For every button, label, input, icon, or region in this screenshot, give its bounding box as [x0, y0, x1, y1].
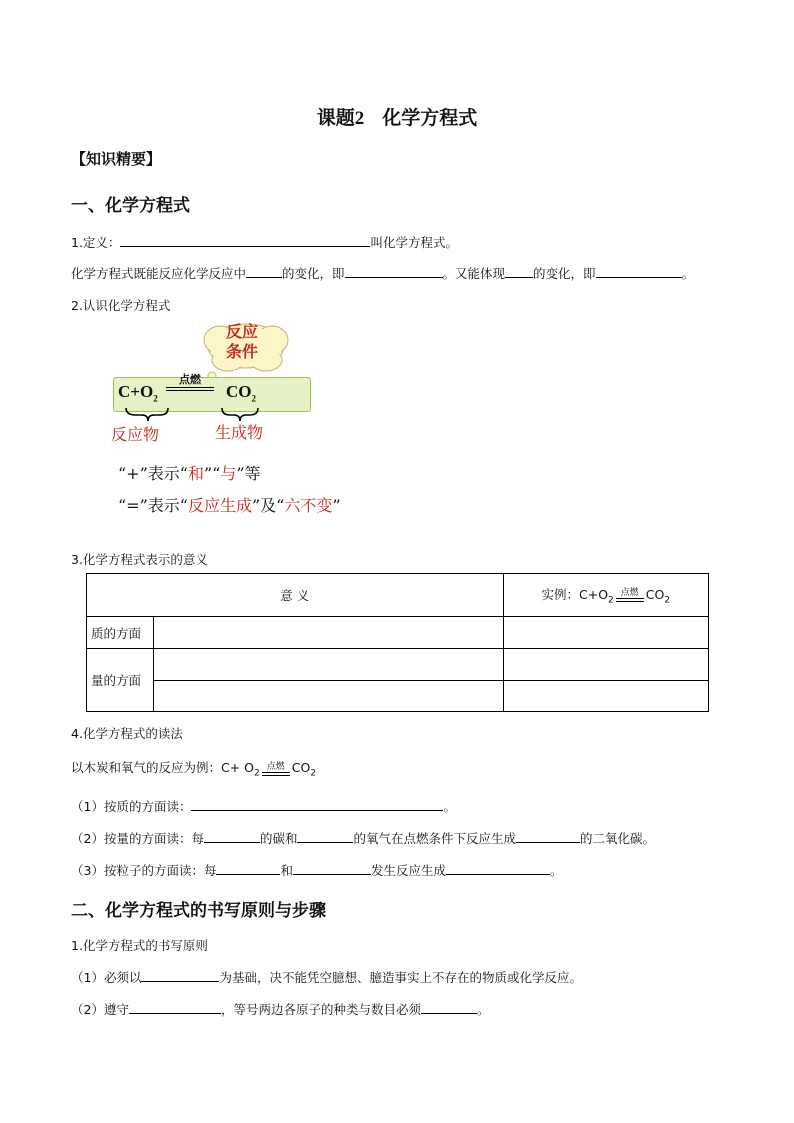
- cloud-text: [226, 322, 258, 362]
- row-label-quantity: 量的方面: [87, 649, 154, 712]
- rule-2-line: [71, 999, 489, 1018]
- text-seg: 。: [550, 863, 563, 878]
- text-seg: 的二氧化碳。: [580, 831, 656, 846]
- equation-diagram: [108, 318, 408, 518]
- equals-meaning: [118, 493, 341, 516]
- condition-arrow: [616, 588, 644, 602]
- text-seg: ”: [332, 496, 341, 515]
- example-reactant-sub: 2: [608, 595, 614, 606]
- product-text: CO: [226, 382, 252, 401]
- meaning-table: [86, 573, 709, 712]
- cell-blank[interactable]: [154, 681, 504, 712]
- cloud-line-2: 条件: [226, 342, 259, 361]
- text-seg: （2）按量的方面读：每: [71, 831, 204, 846]
- section2-heading: 二、化学方程式的书写原则与步骤: [71, 901, 326, 921]
- text-seg: 的碳和: [259, 831, 298, 846]
- header-example: [503, 574, 708, 617]
- text-seg: 的变化，即: [533, 266, 596, 281]
- cell-blank[interactable]: [154, 617, 504, 649]
- cloud-line-1: 反应: [226, 322, 259, 341]
- text-seg: （2）遵守: [71, 1002, 129, 1017]
- item-4-heading: 4.化学方程式的读法: [71, 726, 183, 741]
- section-bracket: 【知识精要】: [71, 150, 162, 168]
- blank[interactable]: [297, 828, 353, 843]
- reactants: [118, 382, 158, 403]
- text-seg: 。: [681, 266, 695, 281]
- text-seg: “=”表示“: [118, 496, 188, 515]
- text-seg: 的氧气在点燃条件下反应生成: [353, 831, 516, 846]
- double-bar: [262, 772, 290, 776]
- highlight: 六不变: [284, 496, 333, 515]
- page-title: [0, 103, 794, 130]
- condition-label: 点燃: [179, 373, 201, 386]
- text-seg: 的变化，即: [282, 266, 345, 281]
- example-reactant: 实例：C+O: [541, 586, 609, 602]
- text-seg: （3）按粒子的方面读：每: [71, 863, 217, 878]
- blank-definition[interactable]: [120, 232, 370, 247]
- blank[interactable]: [446, 860, 550, 875]
- table-header-row: [87, 574, 709, 617]
- header-meaning: 意 义: [87, 574, 504, 617]
- item-2-heading: 2.认识化学方程式: [71, 298, 171, 313]
- equation-meaning-line: [71, 263, 694, 282]
- row-label-quality: 质的方面: [87, 617, 154, 649]
- read-quantity-line: [71, 828, 655, 847]
- condition-arrow: [262, 762, 290, 776]
- highlight: 和: [187, 464, 204, 483]
- title-text: 化学方程式: [382, 107, 478, 129]
- sec2-item-1-heading: 1.化学方程式的书写原则: [71, 938, 208, 953]
- blank[interactable]: [204, 828, 260, 843]
- def-suffix: 叫化学方程式。: [370, 235, 458, 250]
- reactant-label: 反应物: [111, 425, 160, 444]
- text-seg: 。: [476, 1002, 490, 1017]
- text-seg: 。: [443, 799, 456, 814]
- blank[interactable]: [246, 263, 282, 278]
- cell-blank[interactable]: [503, 681, 708, 712]
- blank[interactable]: [421, 999, 477, 1014]
- text-seg: ”“: [203, 464, 221, 483]
- highlight: 与: [220, 464, 237, 483]
- table-row: [87, 617, 709, 649]
- example-text: 以木炭和氧气的反应为例：C+ O: [71, 760, 255, 775]
- text-seg: “+”表示“: [118, 464, 188, 483]
- text-seg: 和: [280, 863, 293, 878]
- condition-text: 点燃: [620, 588, 639, 599]
- cell-blank[interactable]: [154, 649, 504, 681]
- rule-1-line: [71, 967, 582, 986]
- table-row: [87, 681, 709, 712]
- double-bar: [166, 387, 214, 391]
- text-seg: （1）必须以: [71, 970, 142, 985]
- text-seg: ”及“: [251, 496, 285, 515]
- text-seg: 为基础，决不能凭空臆想、臆造事实上不存在的物质或化学反应。: [219, 970, 582, 985]
- section1-heading: 一、化学方程式: [71, 196, 190, 216]
- text-seg: ，等号两边各原子的种类与数目必须: [220, 1002, 421, 1017]
- def-prefix: 1.定义：: [71, 235, 121, 250]
- example-product: CO: [291, 760, 311, 775]
- read-particle-line: [71, 860, 563, 879]
- reading-example: [71, 758, 316, 779]
- cell-blank[interactable]: [503, 649, 708, 681]
- definition-line: [71, 232, 458, 251]
- text-seg: ”等: [236, 464, 261, 483]
- example-sub: 2: [254, 768, 260, 779]
- blank[interactable]: [141, 967, 219, 982]
- blank[interactable]: [505, 263, 533, 278]
- read-quality-line: [71, 796, 456, 815]
- reaction-arrow: [166, 374, 214, 391]
- reactant-sub: 2: [153, 393, 158, 404]
- blank[interactable]: [293, 860, 371, 875]
- highlight: 反应生成: [187, 496, 252, 515]
- condition-text: 点燃: [266, 761, 285, 772]
- double-bar: [616, 598, 644, 602]
- blank[interactable]: [216, 860, 280, 875]
- blank[interactable]: [596, 263, 682, 278]
- example-product-sub: 2: [664, 595, 671, 606]
- product-sub: 2: [251, 393, 256, 404]
- table-row: [87, 649, 709, 681]
- plus-meaning: [118, 461, 261, 484]
- blank[interactable]: [516, 828, 580, 843]
- example-product: CO: [645, 586, 665, 602]
- blank[interactable]: [345, 263, 443, 278]
- text-seg: 化学方程式既能反应化学反应中: [71, 266, 247, 281]
- product-label: 生成物: [215, 423, 264, 442]
- cell-blank[interactable]: [503, 617, 708, 649]
- product: [226, 382, 256, 403]
- blank[interactable]: [129, 999, 221, 1014]
- title-number: 课题2: [316, 108, 365, 129]
- text-seg: 。又能体现: [442, 266, 506, 281]
- example-product-sub: 2: [310, 768, 317, 779]
- text-seg: （1）按质的方面读：: [71, 799, 192, 814]
- text-seg: 发生反应生成: [370, 863, 446, 878]
- reactant-text: C+O: [118, 382, 154, 401]
- blank[interactable]: [191, 796, 443, 811]
- item-3-heading: 3.化学方程式表示的意义: [71, 552, 208, 567]
